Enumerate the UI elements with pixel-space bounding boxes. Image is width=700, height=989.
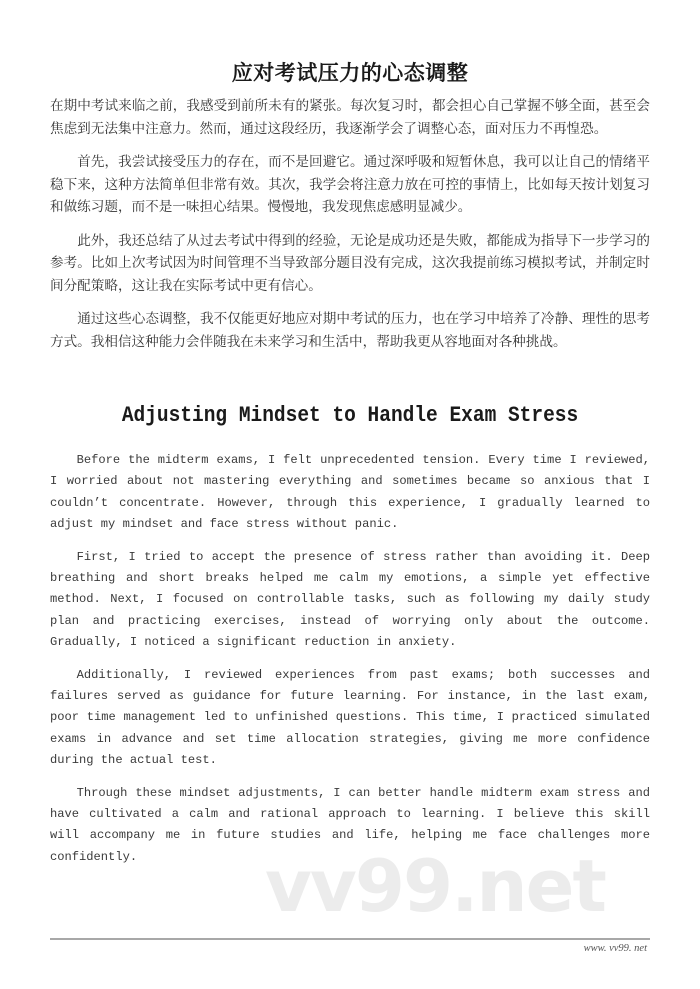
english-title: Adjusting Mindset to Handle Exam Stress (121, 403, 579, 428)
watermark-logo: vv99.net (265, 844, 605, 928)
english-paragraph-2: First, I tried to accept the presence of stress rather than avoiding it. Deep breathing and short breaks helped me calm my emotions, a simple yet effective method. Next, I focused on controllable tasks, such as following my daily study plan and practicing exercises, instead of worrying only about the outcome. Gradually, I noticed a significant reduction in anxiety. (50, 549, 650, 649)
chinese-paragraph-3: 此外，我还总结了从过去考试中得到的经验，无论是成功还是失败，都能成为指导下一步学习的参考。比如上次考试因为时间管理不当导致部分题目没有完成，这次我提前练习模拟考试，并制定时间分配策略，这让我在实际考试中更有信心。 (50, 232, 650, 294)
chinese-paragraph-2: 首先，我尝试接受压力的存在，而不是回避它。通过深呼吸和短暂休息，我可以让自己的情绪平稳下来，这种方法简单但非常有效。其次，我学会将注意力放在可控的事情上，比如每天按计划复习和做练习题，而不是一味担心结果。慢慢地，我发现焦虑感明显减少。 (50, 154, 650, 215)
chinese-title: 应对考试压力的心态调整 (231, 61, 469, 85)
english-paragraph-4: Through these mindset adjustments, I can better handle midterm exam stress and have cultivated a calm and rational approach to learning. I believe this skill will accompany me in future studies and life, helping me face challenges more confidently. (50, 785, 650, 864)
chinese-paragraph-4: 通过这些心态调整，我不仅能更好地应对期中考试的压力，也在学习中培养了冷静、理性的思考方式。我相信这种能力会伴随我在未来学习和生活中，帮助我更从容地面对各种挑战。 (50, 311, 650, 350)
english-body (50, 450, 650, 879)
footer-website-text: www. vv99. net (583, 943, 647, 954)
footer-divider (50, 938, 650, 940)
chinese-body (50, 95, 650, 364)
chinese-paragraph-1: 在期中考试来临之前，我感受到前所未有的紧张。每次复习时，都会担心自己掌握不够全面，甚至会焦虑到无法集中注意力。然而，通过这段经历，我逐渐学会了调整心态，面对压力不再惶恐。 (50, 98, 650, 137)
english-paragraph-1: Before the midterm exams, I felt unprecedented tension. Every time I reviewed, I worried about not mastering everything and sometimes became so anxious that I couldn’t concentrate. However, through this experience, I gradually learned to adjust my mindset and face stress without panic. (50, 453, 650, 531)
english-paragraph-3: Additionally, I reviewed experiences from past exams; both successes and failures served as guidance for future learning. For instance, in the last exam, poor time management led to unfinished questions. This time, I practiced simulated exams in advance and set time allocation strategies, giving me more confidence during the actual test. (50, 667, 650, 767)
